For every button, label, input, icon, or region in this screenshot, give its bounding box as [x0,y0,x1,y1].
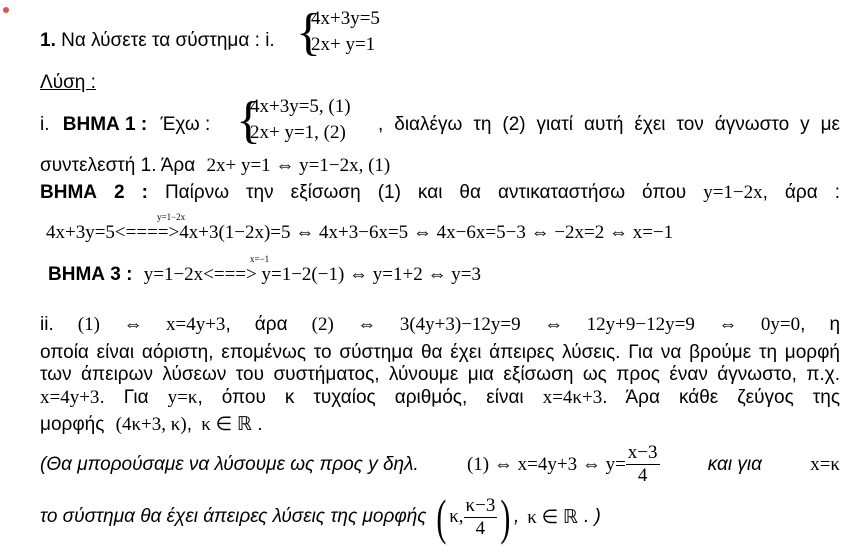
part2-l4-math2: y=κ [167,387,198,408]
system2-eq-1: 4x+3y=5, (1) [250,96,351,117]
note-frac2-den: 4 [475,517,486,539]
note-math4: κ ∈ ℝ [527,506,578,528]
part2-line4 [40,387,840,409]
note-line1 [40,442,840,487]
part2-l4-math3: x=4κ+3 [542,387,603,408]
note-fraction1 [626,442,660,487]
step1-text1: Έχω : [160,114,211,135]
question-number: 1. [40,30,56,51]
red-bullet [3,7,9,13]
question-line [40,30,275,52]
part2-l4-text1: . Για [99,387,149,408]
left-paren-icon: ( [435,489,446,545]
step2-text: Παίρνω την εξίσωση (1) και θα αντικαταστήσω όπου [164,182,687,203]
step1-text2: , διαλέγω τη (2) γιατί αυτή έχει τον άγνωστο y με [378,114,840,135]
part2-line2: οποία είναι αόριστη, επομένως το σύστημα θα έχει άπειρες λύσεις. Για να βρούμε τη μορφή [40,342,840,363]
step3-label: ΒΗΜΑ 3 : [48,264,133,285]
note-math2: x=κ [810,453,840,475]
part2-l5-math1: (4κ+3, κ) [115,414,187,435]
note-line2 [40,489,601,545]
note-frac1-num: x−3 [627,442,658,463]
system-1 [311,6,380,58]
part2-line5 [40,413,263,436]
note-text4: , [513,506,520,527]
step2-math2: 4x+3y=5<====>4x+3(1−2x)=5 ⇔ 4x+3−6x=5 ⇔ 4x−6x=5−3 ⇔ −2x=2 ⇔ x=−1 [46,222,674,243]
system-2 [250,94,351,146]
brace-icon: { [236,92,261,149]
step1-line2-math: 2x+ y=1 ⇔ y=1−2x, (1) [206,155,391,176]
part2-l5-text1: μορφής [40,414,105,435]
step1-line2-text: συντελεστή 1. Άρα [40,155,196,176]
part2-l5-math2: κ ∈ ℝ [201,414,252,435]
note-text5: . ) [583,506,601,527]
note-frac1-den: 4 [637,465,648,486]
step1-pre: i. [40,114,50,135]
step2-label: ΒΗΜΑ 2 : [40,182,148,203]
note-math1: (1) ⇔ x=4y+3 ⇔ y= [466,453,626,475]
step2-line [40,182,840,204]
question-text: Να λύσετε τα σύστημα : i. [61,30,275,51]
step1-line2 [40,155,390,177]
part2-l5-text2: , [186,414,192,435]
step3-line [48,264,481,286]
solution-heading: Λύση : [40,72,96,93]
step2-math1: y=1−2x [703,182,763,203]
part2-line1 [40,314,840,336]
note-text2: και για [707,453,762,475]
note-text1: (Θα μπορούσαμε να λύσουμε ως προς y δηλ. [40,453,419,475]
note-pair [433,489,514,545]
system2-eq-2: 2x+ y=1, (2) [250,122,346,143]
note-math3: κ, [449,506,464,527]
note-text3: το σύστημα θα έχει άπειρες λύσεις της μορφής [40,506,427,527]
part2-text2: , η [800,314,841,335]
part2-math1: (1) ⇔ x=4y+3 [77,314,226,335]
part2-l4-math1: x=4y+3 [40,387,100,408]
note-math-group [467,442,660,487]
system-eq-2: 2x+ y=1 [311,34,376,55]
part2-pre: ii. [40,314,54,335]
right-paren-icon: ) [500,489,511,545]
step3-math: y=1−2x<===> y=1−2(−1) ⇔ y=1+2 ⇔ y=3 [143,264,481,285]
brace-icon: { [296,4,321,61]
note-fraction2 [464,495,498,540]
part2-l5-text3: . [257,414,263,435]
part2-math2: (2) ⇔ 3(4y+3)−12y=9 ⇔ 12y+9−12y=9 ⇔ 0y=0 [311,314,801,335]
note-frac2-num: κ−3 [465,494,496,516]
step1-label: ΒΗΜΑ 1 : [62,114,148,135]
part2-line3: των άπειρων λύσεων του συστήματος, λύνουμε μια εξίσωση ως προς έναν άγνωστο, π.χ. [40,364,840,385]
system-eq-1: 4x+3y=5 [311,8,380,29]
step3-over-label: x=−1 [250,254,270,264]
step2-text2: , άρα : [762,182,840,203]
part2-l4-text2: , όπου κ τυχαίος αριθμός, είναι [197,387,524,408]
step1-label-line [40,114,210,136]
step2-over-label: y=1−2x [157,212,186,222]
part2-text1: , άρα [225,314,288,335]
part2-l4-text3: . Άρα κάθε ζεύγος της [602,387,841,408]
